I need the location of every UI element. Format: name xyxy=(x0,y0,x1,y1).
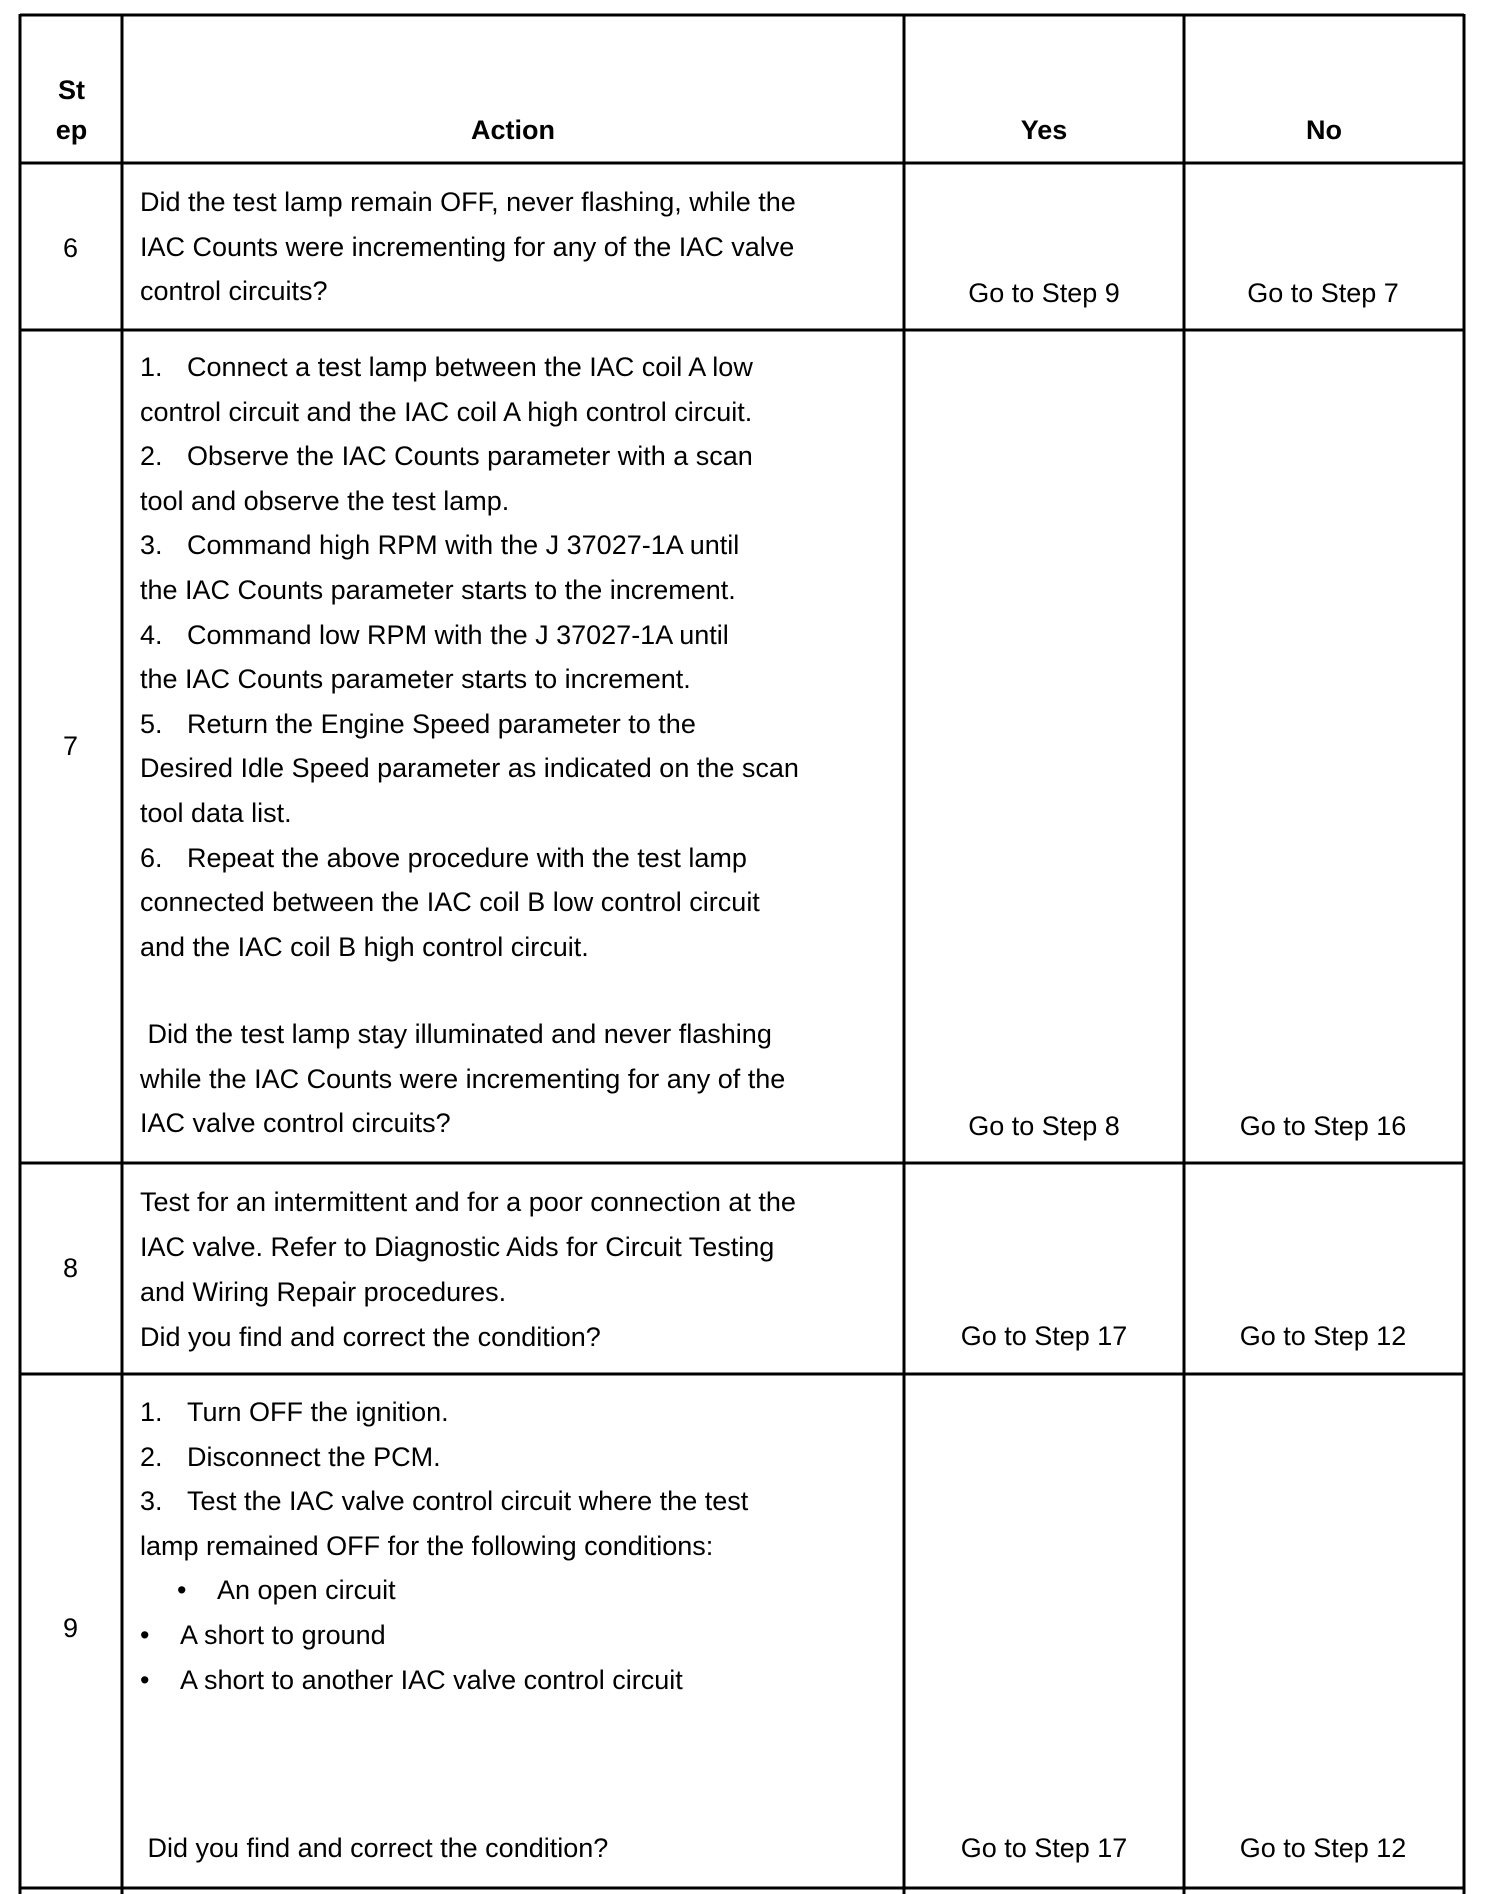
yes-step-8: Go to Step 17 xyxy=(960,1321,1128,1351)
action-line: 3. Command high RPM with the J 37027-1A until xyxy=(140,530,740,561)
no-step-7: Go to Step 16 xyxy=(1239,1111,1407,1141)
question-line: Did the test lamp stay illuminated and never flashing xyxy=(140,1019,772,1049)
no-step-9: Go to Step 12 xyxy=(1239,1833,1407,1863)
action-line: 2. Observe the IAC Counts parameter with a scan xyxy=(140,441,753,472)
action-line: 1. Connect a test lamp between the IAC coil A low xyxy=(140,352,753,382)
action-step-6 xyxy=(140,180,900,314)
action-line: the IAC Counts parameter starts to the increment. xyxy=(140,574,736,605)
action-line: 6. Repeat the above procedure with the test lamp xyxy=(140,842,747,873)
step-number-9: 9 xyxy=(62,1613,79,1643)
no-step-8: Go to Step 12 xyxy=(1239,1321,1407,1351)
yes-step-7: Go to Step 8 xyxy=(968,1111,1120,1141)
action-line: 1. Turn OFF the ignition. xyxy=(140,1397,449,1427)
header-step xyxy=(21,70,122,150)
bullet-item: • A short to ground xyxy=(140,1613,900,1658)
action-line: 4. Command low RPM with the J 37027-1A until xyxy=(140,619,729,650)
action-line: control circuit and the IAC coil A high control circuit. xyxy=(140,396,753,427)
action-line: Did you find and correct the condition? xyxy=(140,1322,601,1352)
header-step-line2: ep xyxy=(55,115,88,145)
bullet-icon: • xyxy=(140,1664,150,1695)
no-step-6: Go to Step 7 xyxy=(1247,278,1399,308)
action-line: Desired Idle Speed parameter as indicated on the scan xyxy=(140,753,799,784)
yes-step-6: Go to Step 9 xyxy=(968,278,1120,308)
yes-step-9: Go to Step 17 xyxy=(960,1833,1128,1863)
step-number-7: 7 xyxy=(62,731,79,761)
action-line: and Wiring Repair procedures. xyxy=(140,1277,507,1307)
action-line: tool data list. xyxy=(140,797,292,828)
action-line: Did the test lamp remain OFF, never flashing, while the xyxy=(140,187,796,217)
action-line: control circuits? xyxy=(140,276,328,307)
action-line: and the IAC coil B high control circuit. xyxy=(140,931,589,962)
header-yes: Yes xyxy=(1020,115,1068,145)
bullet-item: • An open circuit xyxy=(140,1568,900,1613)
action-line: tool and observe the test lamp. xyxy=(140,485,510,516)
action-line: IAC valve. Refer to Diagnostic Aids for Circuit Testing xyxy=(140,1232,775,1262)
question-step-9 xyxy=(140,1826,900,1871)
action-line: connected between the IAC coil B low control circuit xyxy=(140,887,760,918)
question-step-7 xyxy=(140,1012,900,1146)
action-line: IAC Counts were incrementing for any of the IAC valve xyxy=(140,231,795,262)
action-line: the IAC Counts parameter starts to increment. xyxy=(140,664,691,695)
header-step-line1: St xyxy=(58,75,85,105)
header-action: Action xyxy=(471,115,555,145)
action-step-7 xyxy=(140,345,900,969)
action-line: 5. Return the Engine Speed parameter to the xyxy=(140,708,696,739)
action-step-9 xyxy=(140,1390,900,1702)
question-line: IAC valve control circuits? xyxy=(140,1108,451,1139)
bullet-icon: • xyxy=(140,1619,150,1650)
header-no: No xyxy=(1306,115,1342,145)
bullet-icon: • xyxy=(177,1575,187,1606)
question-line: while the IAC Counts were incrementing for any of the xyxy=(140,1063,786,1094)
bullet-item: • A short to another IAC valve control circuit xyxy=(140,1658,900,1703)
step-number-8: 8 xyxy=(62,1253,79,1283)
step-number-6: 6 xyxy=(62,233,79,263)
action-line: 2. Disconnect the PCM. xyxy=(140,1441,441,1472)
action-line: Test for an intermittent and for a poor connection at the xyxy=(140,1187,796,1217)
action-line: 3. Test the IAC valve control circuit where the test xyxy=(140,1486,749,1517)
action-step-8 xyxy=(140,1180,900,1360)
action-line: lamp remained OFF for the following conditions: xyxy=(140,1530,714,1561)
question-line: Did you find and correct the condition? xyxy=(140,1833,609,1863)
